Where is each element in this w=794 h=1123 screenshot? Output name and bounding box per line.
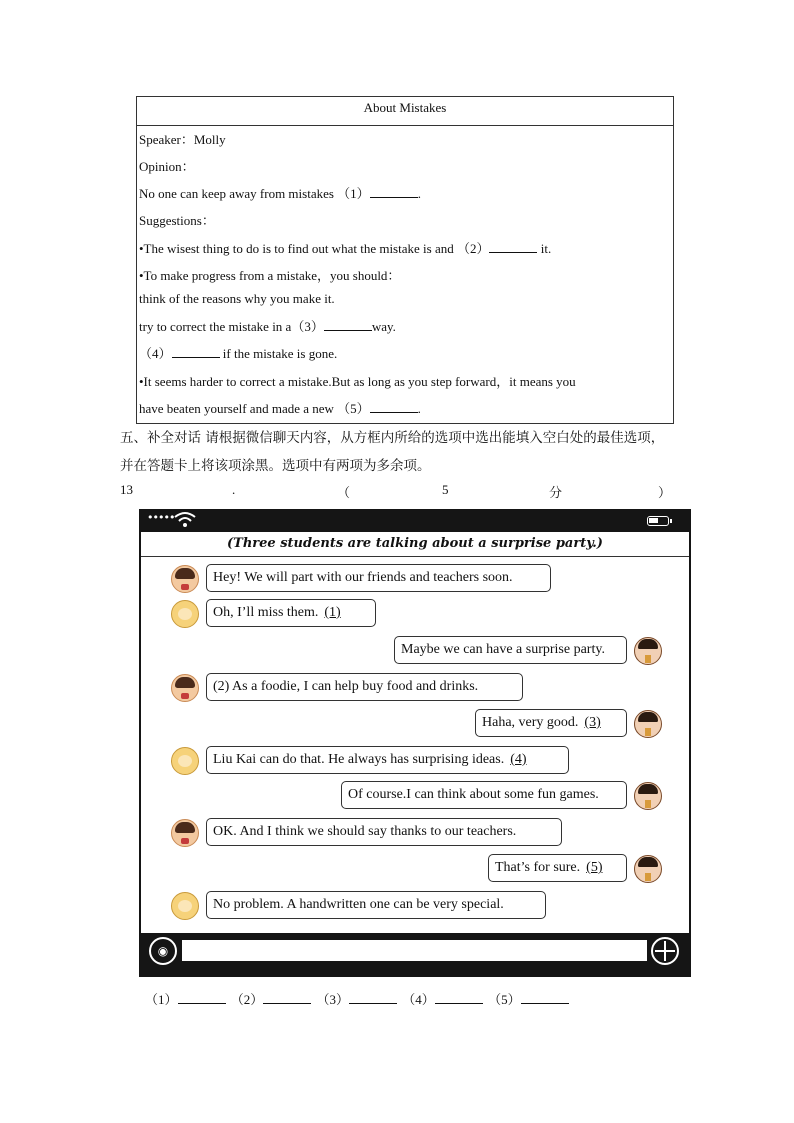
- section-instruction: 并在答题卡上将该项涂黑。选项中有两项为多余项。: [120, 458, 431, 474]
- chat-bubble: Oh, I’ll miss them. (1): [206, 599, 376, 627]
- chat-bubble: No problem. A handwritten one can be very special.: [206, 891, 546, 919]
- battery-icon: [647, 516, 669, 526]
- message-input[interactable]: [182, 940, 647, 961]
- chat-screen: [141, 532, 689, 933]
- table-line: think of the reasons why you make it.: [139, 291, 335, 306]
- answer-blank[interactable]: [435, 991, 483, 1004]
- signal-dots-icon: •••••: [147, 511, 175, 524]
- chat-title: (Three students are talking about a surprise party.): [141, 532, 689, 557]
- chat-bubble: Hey! We will part with our friends and teachers soon.: [206, 564, 551, 592]
- question-number: 13: [120, 482, 133, 497]
- answer-line: （1） （2） （3） （4） （5）: [145, 989, 571, 1008]
- score-close-paren: ）: [658, 485, 672, 500]
- table-line: have beaten yourself and made a new （5） .: [139, 401, 421, 416]
- girl-avatar: [171, 674, 199, 702]
- mistakes-table: [136, 96, 674, 424]
- table-line: try to correct the mistake in a（3） way.: [139, 319, 396, 334]
- girl-avatar: [171, 565, 199, 593]
- chat-bubble: Of course.I can think about some fun games.: [341, 781, 627, 809]
- table-line: •To make progress from a mistake，you should：: [139, 268, 401, 283]
- answer-blank[interactable]: [370, 400, 418, 413]
- phone-chat: [139, 509, 691, 977]
- answer-blank[interactable]: [489, 240, 537, 253]
- voice-icon[interactable]: ◉: [149, 937, 177, 965]
- table-line: Speaker：Molly: [139, 132, 226, 147]
- plus-icon[interactable]: [651, 937, 679, 965]
- man-avatar: [634, 782, 662, 810]
- chat-bubble: Liu Kai can do that. He always has surprising ideas. (4): [206, 746, 569, 774]
- answer-blank[interactable]: [263, 991, 311, 1004]
- score-unit: 分: [549, 485, 563, 500]
- table-line: Opinion：: [139, 159, 195, 174]
- chat-bubble: Maybe we can have a surprise party.: [394, 636, 627, 664]
- answer-blank[interactable]: [178, 991, 226, 1004]
- man-avatar: [634, 855, 662, 883]
- table-line: Suggestions：: [139, 213, 215, 228]
- table-line: •It seems harder to correct a mistake.But as long as you step forward，it means you: [139, 374, 576, 389]
- boy-avatar: [171, 892, 199, 920]
- score-value: 5: [442, 482, 449, 497]
- score-open-paren: （: [337, 485, 351, 500]
- wifi-icon: [173, 511, 197, 528]
- man-avatar: [634, 710, 662, 738]
- answer-blank[interactable]: [324, 318, 372, 331]
- chat-bubble: OK. And I think we should say thanks to our teachers.: [206, 818, 562, 846]
- table-line: •The wisest thing to do is to find out what the mistake is and （2） it.: [139, 241, 552, 256]
- answer-blank[interactable]: [521, 991, 569, 1004]
- table-line: No one can keep away from mistakes （1） .: [139, 186, 421, 201]
- answer-blank[interactable]: [370, 185, 418, 198]
- chat-bubble: (2) As a foodie, I can help buy food and drinks.: [206, 673, 523, 701]
- table-title: About Mistakes: [137, 97, 673, 126]
- question-dot: .: [232, 482, 236, 497]
- girl-avatar: [171, 819, 199, 847]
- table-line: （4） if the mistake is gone.: [139, 346, 338, 361]
- answer-blank[interactable]: [349, 991, 397, 1004]
- boy-avatar: [171, 600, 199, 628]
- boy-avatar: [171, 747, 199, 775]
- chat-bubble: Haha, very good. (3): [475, 709, 627, 737]
- section-instruction: 五、补全对话 请根据微信聊天内容，从方框内所给的选项中选出能填入空白处的最佳选项，: [120, 430, 665, 446]
- man-avatar: [634, 637, 662, 665]
- answer-blank[interactable]: [172, 345, 220, 358]
- chat-bubble: That’s for sure. (5): [488, 854, 627, 882]
